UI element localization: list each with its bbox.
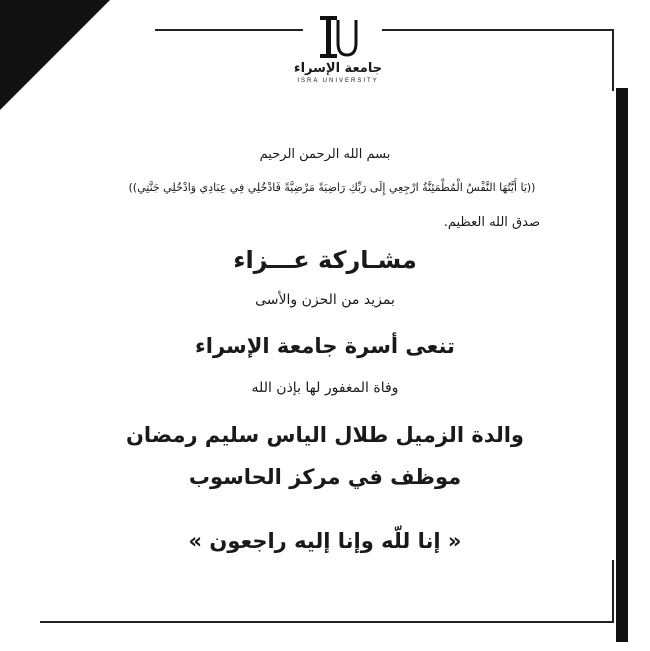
- corner-triangle: [0, 0, 110, 110]
- logo-english-name: ISRA UNIVERSITY: [297, 78, 379, 84]
- death-line: وفاة المغفور لها بإذن الله: [251, 380, 399, 396]
- frame-right-line: [612, 29, 614, 91]
- grief-line: بمزيد من الحزن والأسى: [255, 292, 395, 308]
- deceased-line: والدة الزميل طلال الياس سليم رمضان: [125, 423, 524, 447]
- logo-arabic-name: جامعة الإسراء: [293, 61, 383, 76]
- condolence-title: مشـاركة عـــزاء: [233, 246, 417, 274]
- bismillah-text: بسم الله الرحمن الرحيم: [259, 147, 391, 162]
- side-black-bar: [616, 88, 628, 642]
- mourns-line: تنعى أسرة جامعة الإسراء: [195, 334, 455, 358]
- university-emblem-icon: [314, 13, 362, 61]
- quran-verse: ((يَا أَيَّتُهَا النَّفْسُ الْمُطْمَئِنَّةُ ارْجِعِي إِلَى رَبِّكِ رَاضِيَةً مَرْضِيَّةً فَادْخُلِي فِي عِبَادِي وَادْخُلِي جَنَّتِي)): [128, 181, 536, 194]
- frame-top-right-line: [382, 29, 614, 31]
- employee-line: موظف في مركز الحاسوب: [188, 465, 462, 489]
- closing-phrase: « إنا للّه وإنا إليه راجعون »: [188, 529, 462, 553]
- frame-bottom-line: [40, 621, 614, 623]
- frame-right-bottom-line: [612, 560, 614, 623]
- sadaq-text: صدق الله العظيم.: [443, 215, 540, 230]
- university-logo: [290, 13, 386, 85]
- frame-top-left-line: [155, 29, 303, 31]
